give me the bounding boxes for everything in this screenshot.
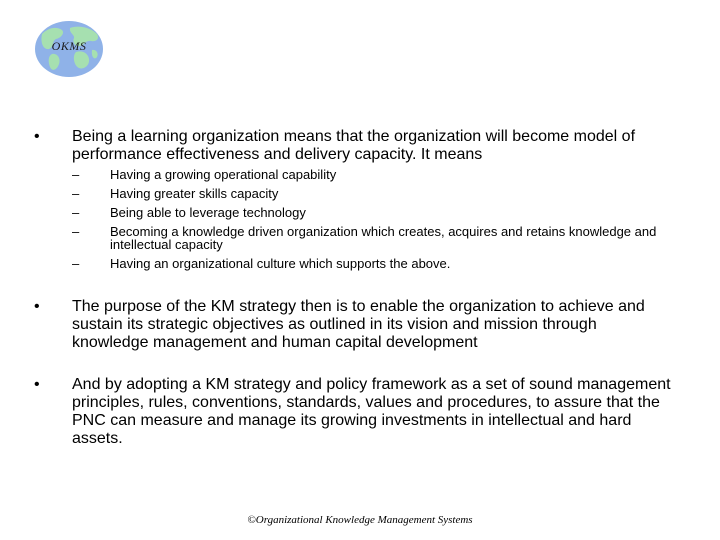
bullet-item (34, 128, 674, 276)
bullet-row (34, 128, 674, 164)
sub-item-marker: – (72, 256, 80, 271)
sub-item-marker: – (72, 205, 80, 220)
sub-list (34, 168, 674, 270)
sub-item (72, 206, 674, 219)
bullet-row (34, 298, 674, 352)
sub-item-text: Having an organizational culture which supports the above. (110, 256, 451, 271)
okms-logo (34, 20, 104, 78)
bullet-marker: • (34, 298, 40, 315)
bullet-text: And by adopting a KM strategy and policy framework as a set of sound management principles, rules, conventions, standards, values and procedures, to assure that the PNC can measure and manage its growing investments in intellectual and hard assets. (72, 376, 671, 447)
footer-copyright: ©Organizational Knowledge Management Systems (247, 514, 473, 526)
bullet-item (34, 298, 674, 352)
sub-item (72, 257, 674, 270)
sub-item-text: Being able to leverage technology (110, 205, 306, 220)
sub-item (72, 168, 674, 181)
sub-item-text: Having greater skills capacity (110, 186, 279, 201)
bullet-marker: • (34, 376, 40, 393)
sub-item-text: Becoming a knowledge driven organization which creates, acquires and retains knowledge and intellectual capacity (110, 224, 657, 252)
sub-item (72, 187, 674, 200)
logo-text: OKMS (51, 39, 87, 53)
sub-item-marker: – (72, 224, 80, 239)
bullet-text: The purpose of the KM strategy then is to enable the organization to achieve and sustain its strategic objectives as outlined in its vision and mission through knowledge management and human capital development (72, 298, 645, 351)
bullet-row (34, 376, 674, 448)
sub-item (72, 225, 674, 251)
bullet-text: Being a learning organization means that the organization will become model of performance effectiveness and delivery capacity. It means (72, 128, 636, 163)
bullet-marker: • (34, 128, 40, 145)
sub-item-marker: – (72, 186, 80, 201)
sub-item-marker: – (72, 167, 80, 182)
sub-item-text: Having a growing operational capability (110, 167, 337, 182)
bullet-item (34, 376, 674, 448)
